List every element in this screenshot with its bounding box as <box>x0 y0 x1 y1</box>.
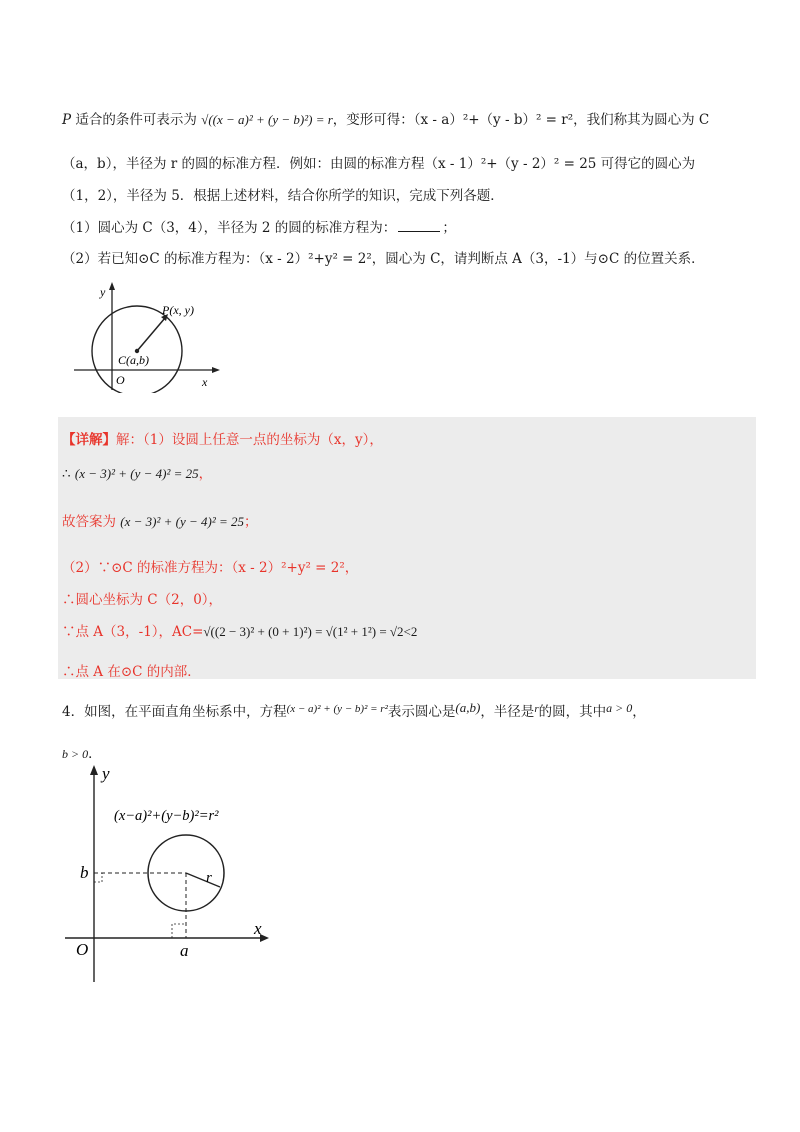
figure-circle-diagram-2 <box>60 762 280 987</box>
problem-4-text-a: 4．如图，在平面直角坐标系中，方程 <box>62 704 287 720</box>
fig1-x-label: x <box>202 375 208 389</box>
solution-line-2 <box>62 462 212 482</box>
solution-end-1: ， <box>198 466 213 482</box>
problem-4-text-d: 的圆，其中 <box>538 704 607 720</box>
distance-formula: √((x − a)² + (y − b)²) = r <box>201 112 333 127</box>
fig1-center-label: C(a,b) <box>118 353 149 367</box>
question-2: （2）若已知⊙C 的标准方程为：（x - 2）²+y² = 2²，圆心为 C，请判断点 A（3，-1）与⊙C 的位置关系． <box>62 251 705 267</box>
circle-equation: (x − a)² + (y − b)² = r² <box>286 703 388 715</box>
intro-line-1 <box>62 108 709 128</box>
intro-line-3: （1，2），半径为 5．根据上述材料，结合你所学的知识，完成下列各题． <box>62 188 504 204</box>
intro-text-a: 适合的条件可表示为 <box>71 112 197 128</box>
solution-line-3 <box>62 510 258 530</box>
solution-tag: 【详解】 <box>62 432 116 448</box>
condition-a: a > 0 <box>606 701 633 715</box>
problem-4-end: ． <box>88 746 102 762</box>
fig2-a-label: a <box>180 941 189 960</box>
therefore-mark-1: ∴ <box>62 466 71 482</box>
solution-end-2: ； <box>244 514 258 530</box>
solution-equation-2: (x − 3)² + (y − 4)² = 25 <box>120 514 245 529</box>
problem-4-text-e: ， <box>632 704 646 720</box>
problem-4-line-2 <box>62 742 102 762</box>
question-1-text: （1）圆心为 C（3，4），半径为 2 的圆的标准方程为： <box>62 220 397 236</box>
problem-4-line-1 <box>62 700 646 720</box>
fig2-x-label: x <box>254 919 262 938</box>
solution-line-7: ∴点 A 在⊙C 的内部． <box>62 664 201 680</box>
fig2-origin-label: O <box>76 940 89 959</box>
solution-line-5: ∴圆心坐标为 C（2，0）， <box>62 592 223 608</box>
fig1-y-label: y <box>100 285 106 299</box>
point-p-label: P <box>62 112 72 128</box>
solution-equation-1: (x − 3)² + (y − 4)² = 25 <box>74 466 199 481</box>
distance-calculation: √((2 − 3)² + (0 + 1)²) = √(1² + 1²) = √2<2 <box>203 624 418 639</box>
solution-line-6 <box>62 620 417 640</box>
answer-blank <box>398 219 440 232</box>
center-coordinates: (a,b) <box>455 700 481 715</box>
question-1 <box>62 216 456 236</box>
fig2-r-label: r <box>206 870 212 886</box>
fig2-b-label: b <box>80 863 89 882</box>
solution-text-1: 解：（1）设圆上任意一点的坐标为（x，y）， <box>116 432 383 448</box>
solution-text-6: ∵点 A（3，-1），AC= <box>62 624 204 640</box>
fig1-origin-label: O <box>116 373 125 387</box>
question-1-end: ； <box>442 220 456 236</box>
problem-4-text-c: ，半径是 <box>480 704 535 720</box>
fig2-equation-label: (x−a)²+(y−b)²=r² <box>114 808 219 824</box>
fig1-point-p-label: P(x, y) <box>162 303 194 317</box>
radius-symbol: r <box>534 703 539 715</box>
problem-4-text-b: 表示圆心是 <box>387 704 456 720</box>
fig2-y-label: y <box>102 764 110 783</box>
condition-b: b > 0 <box>62 747 89 761</box>
figure-circle-diagram-1 <box>64 278 224 393</box>
answer-label: 故答案为 <box>62 514 116 530</box>
intro-text-b: ，变形可得：（x - a）²+（y - b）² = r²，我们称其为圆心为 C <box>332 112 710 128</box>
solution-line-4: （2）∵⊙C 的标准方程为：（x - 2）²+y² = 2²， <box>62 560 359 576</box>
solution-line-1 <box>62 428 383 448</box>
intro-line-2: （a，b），半径为 r 的圆的标准方程．例如：由圆的标准方程（x - 1）²+（y - 2）² = 25 可得它的圆心为 <box>62 156 696 172</box>
